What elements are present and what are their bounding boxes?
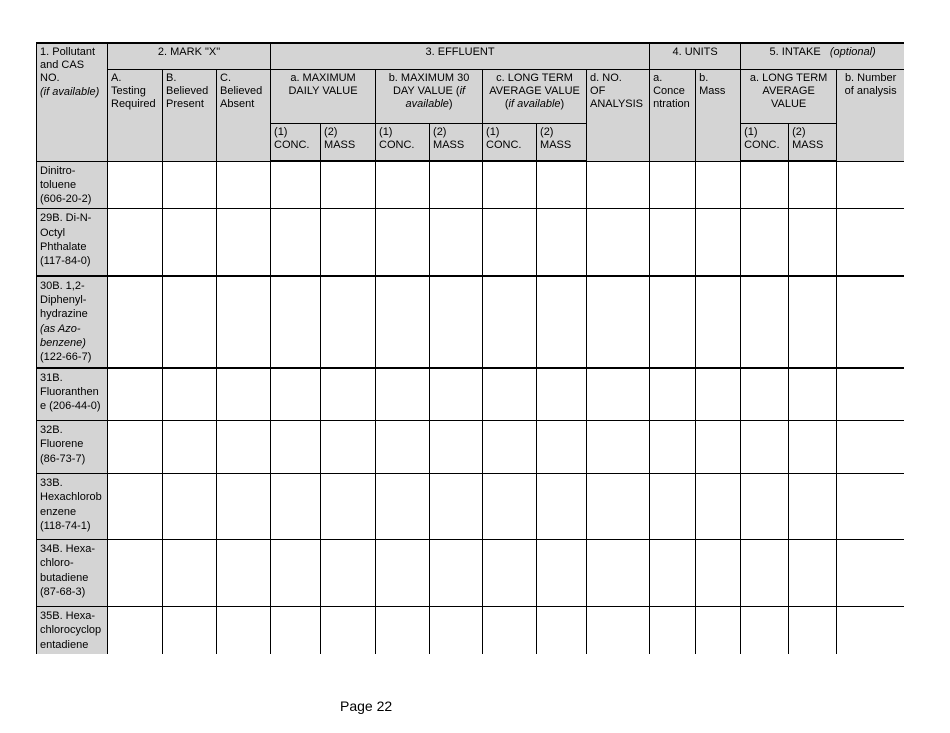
- pollutant-name-line: 30B. 1,2-: [40, 279, 85, 292]
- max-daily-conc-cell[interactable]: [271, 209, 321, 276]
- pollutant-name-line: benzene): [40, 337, 86, 350]
- long-term-conc-cell[interactable]: [483, 421, 537, 474]
- pollutant-header-line: (if available): [40, 85, 100, 98]
- intake-analysis-count-cell[interactable]: [837, 368, 904, 421]
- max-30day-conc-cell[interactable]: [376, 540, 430, 607]
- intake-conc-cell[interactable]: [741, 276, 789, 368]
- header-text: if: [459, 84, 466, 97]
- max-30day-mass-cell[interactable]: [430, 161, 483, 209]
- max-daily-mass-cell[interactable]: [321, 474, 376, 540]
- long-term-conc-cell[interactable]: [483, 368, 537, 421]
- header-line: (2): [540, 125, 554, 138]
- header-line: d. NO.: [590, 71, 622, 84]
- header-line: a.: [653, 71, 663, 84]
- pollutant-name-line: Fluoranthen: [40, 385, 99, 398]
- table-row: [37, 421, 905, 474]
- max-daily-mass-cell[interactable]: [321, 607, 376, 654]
- effluent-header: 3. EFFLUENT: [271, 43, 650, 69]
- pollutant-header-line: and CAS: [40, 59, 85, 72]
- header-line: CONC.: [274, 138, 310, 151]
- header-text: ): [448, 97, 453, 110]
- mark-c-cell[interactable]: [217, 607, 271, 654]
- max-30day-conc-cell[interactable]: [376, 209, 430, 276]
- mark-c-cell[interactable]: [217, 276, 271, 368]
- intake-analysis-count-cell[interactable]: [837, 276, 904, 368]
- header-line: Present: [166, 97, 204, 110]
- units-mass-cell[interactable]: [696, 540, 741, 607]
- header-line: (2): [433, 125, 447, 138]
- mark-c-cell[interactable]: [217, 161, 271, 209]
- header-line: ntration: [653, 97, 690, 110]
- pollutant-name-line: 34B. Hexa-: [40, 543, 96, 556]
- header-text: DAY VALUE (: [392, 84, 460, 97]
- pollutant-name-line: Dinitro-: [40, 164, 76, 177]
- intake-conc-cell[interactable]: [741, 607, 789, 654]
- max-daily-mass-cell[interactable]: [321, 161, 376, 209]
- mark-a-cell[interactable]: [108, 161, 163, 209]
- pollutant-form-table: [36, 42, 904, 654]
- intake-a-header: [741, 69, 837, 123]
- header-text: ): [560, 97, 565, 110]
- header-line: (1): [744, 125, 758, 138]
- mark-b-cell[interactable]: [163, 607, 217, 654]
- mark-b-cell[interactable]: [163, 540, 217, 607]
- table-row: [37, 368, 905, 421]
- header-line: CONC.: [379, 138, 415, 151]
- units-mass-cell[interactable]: [696, 161, 741, 209]
- intake-mass-cell[interactable]: [789, 209, 837, 276]
- units-b-header: [696, 69, 741, 161]
- max-daily-conc-cell[interactable]: [271, 276, 321, 368]
- long-term-conc-cell[interactable]: [483, 276, 537, 368]
- header-line: Believed: [166, 84, 209, 97]
- units-mass-cell[interactable]: [696, 607, 741, 654]
- long-term-mass-cell[interactable]: [537, 368, 587, 421]
- analysis-count-cell[interactable]: [587, 368, 650, 421]
- units-mass-cell[interactable]: [696, 474, 741, 540]
- mark-a-cell[interactable]: [108, 474, 163, 540]
- intake-title: 5. INTAKE: [769, 46, 821, 58]
- header-line: b. MAXIMUM 30: [388, 71, 470, 84]
- table-row: [37, 161, 905, 209]
- header-line: VALUE: [770, 97, 807, 110]
- max-daily-conc-cell[interactable]: [271, 607, 321, 654]
- header-line: MASS: [540, 138, 572, 151]
- intake-mass-cell[interactable]: [789, 368, 837, 421]
- long-term-mass-cell[interactable]: [537, 276, 587, 368]
- intake-b-header: [837, 69, 904, 161]
- header-line: MASS: [792, 138, 824, 151]
- pollutant-name-line: 29B. Di-N-: [40, 212, 92, 225]
- mark-b-cell[interactable]: [163, 276, 217, 368]
- header-line: b. Number: [844, 71, 897, 84]
- long-term-conc-cell[interactable]: [483, 607, 537, 654]
- header-line: Mass: [699, 84, 726, 97]
- mass-subheader: [321, 123, 376, 161]
- table-row: [37, 607, 905, 654]
- pollutant-name-line: Hexachlorob: [40, 491, 102, 504]
- header-line: C.: [220, 71, 231, 84]
- header-line: AVERAGE VALUE: [489, 84, 580, 97]
- header-line: Conce: [653, 84, 685, 97]
- mass-subheader: [789, 123, 837, 161]
- max-daily-mass-cell[interactable]: [321, 368, 376, 421]
- intake-mass-cell[interactable]: [789, 421, 837, 474]
- max-daily-conc-cell[interactable]: [271, 161, 321, 209]
- pollutant-name-line: entadiene: [40, 638, 89, 651]
- analysis-count-cell[interactable]: [587, 276, 650, 368]
- pollutant-name-line: enzene: [40, 505, 77, 518]
- intake-conc-cell[interactable]: [741, 368, 789, 421]
- max-30day-conc-cell[interactable]: [376, 276, 430, 368]
- header-row-2: [37, 69, 905, 123]
- pollutant-name-line: Phthalate: [40, 240, 87, 253]
- long-term-mass-cell[interactable]: [537, 474, 587, 540]
- header-text: if available: [508, 97, 561, 110]
- pollutant-name-line: toluene: [40, 178, 77, 191]
- header-line: Absent: [220, 97, 255, 110]
- max-30day-mass-cell[interactable]: [430, 209, 483, 276]
- pollutant-name-cell: [37, 161, 108, 209]
- pollutant-name-line: 33B.: [40, 477, 63, 490]
- header-line: ANALYSIS: [590, 97, 644, 110]
- pollutant-name-line: Octyl: [40, 226, 66, 239]
- intake-mass-cell[interactable]: [789, 540, 837, 607]
- max-30day-mass-cell[interactable]: [430, 421, 483, 474]
- table-row: [37, 209, 905, 276]
- header-line: MASS: [324, 138, 356, 151]
- long-term-mass-cell[interactable]: [537, 209, 587, 276]
- header-line: (2): [324, 125, 338, 138]
- header-row-1: [37, 43, 905, 69]
- max-30day-conc-cell[interactable]: [376, 607, 430, 654]
- page-number: Page 22: [340, 698, 393, 714]
- pollutant-name-line: (606-20-2): [40, 193, 92, 206]
- pollutant-name-cell: [37, 474, 108, 540]
- pollutant-name-line: chlorocyclop: [40, 624, 102, 637]
- units-concentration-cell[interactable]: [650, 368, 696, 421]
- header-line: MASS: [433, 138, 465, 151]
- mark-c-cell[interactable]: [217, 421, 271, 474]
- mark-c-header: [217, 69, 271, 161]
- max-daily-conc-cell[interactable]: [271, 474, 321, 540]
- mark-b-cell[interactable]: [163, 161, 217, 209]
- intake-optional: (optional): [829, 46, 876, 58]
- max-30day-conc-cell[interactable]: [376, 421, 430, 474]
- table-row: [37, 540, 905, 607]
- long-term-conc-cell[interactable]: [483, 209, 537, 276]
- header-line: (1): [486, 125, 500, 138]
- effluent-b-header: [376, 69, 483, 123]
- pollutant-name-cell: [37, 540, 108, 607]
- pollutant-header-line: 1. Pollutant: [40, 46, 96, 58]
- table-row: [37, 474, 905, 540]
- mark-c-cell[interactable]: [217, 474, 271, 540]
- header-line: [379, 98, 479, 111]
- header-line: b.: [699, 71, 709, 84]
- units-header: 4. UNITS: [650, 43, 741, 69]
- max-30day-mass-cell[interactable]: [430, 368, 483, 421]
- max-daily-conc-cell[interactable]: [271, 540, 321, 607]
- table-row: [37, 276, 905, 368]
- intake-conc-cell[interactable]: [741, 474, 789, 540]
- header-line: [486, 98, 583, 111]
- effluent-d-header: [587, 69, 650, 161]
- intake-analysis-count-cell[interactable]: [837, 421, 904, 474]
- max-30day-mass-cell[interactable]: [430, 540, 483, 607]
- pollutant-name-line: hydrazine: [40, 308, 88, 321]
- long-term-mass-cell[interactable]: [537, 540, 587, 607]
- mark-b-cell[interactable]: [163, 421, 217, 474]
- long-term-mass-cell[interactable]: [537, 421, 587, 474]
- header-line: OF: [590, 84, 606, 97]
- intake-analysis-count-cell[interactable]: [837, 161, 904, 209]
- analysis-count-cell[interactable]: [587, 161, 650, 209]
- mark-a-cell[interactable]: [108, 421, 163, 474]
- intake-mass-cell[interactable]: [789, 607, 837, 654]
- pollutant-header-line: NO.: [40, 72, 60, 85]
- mark-a-cell[interactable]: [108, 276, 163, 368]
- intake-analysis-count-cell[interactable]: [837, 209, 904, 276]
- max-daily-mass-cell[interactable]: [321, 276, 376, 368]
- units-concentration-cell[interactable]: [650, 161, 696, 209]
- header-line: c. LONG TERM: [496, 71, 573, 84]
- units-concentration-cell[interactable]: [650, 209, 696, 276]
- long-term-mass-cell[interactable]: [537, 607, 587, 654]
- units-concentration-cell[interactable]: [650, 540, 696, 607]
- units-mass-cell[interactable]: [696, 421, 741, 474]
- mark-a-cell[interactable]: [108, 540, 163, 607]
- long-term-conc-cell[interactable]: [483, 540, 537, 607]
- intake-conc-cell[interactable]: [741, 540, 789, 607]
- intake-analysis-count-cell[interactable]: [837, 607, 904, 654]
- units-concentration-cell[interactable]: [650, 607, 696, 654]
- pollutant-name-line: (118-74-1): [40, 520, 91, 533]
- pollutant-name-cell: [37, 368, 108, 421]
- units-concentration-cell[interactable]: [650, 276, 696, 368]
- mark-c-cell[interactable]: [217, 209, 271, 276]
- max-daily-conc-cell[interactable]: [271, 421, 321, 474]
- max-daily-mass-cell[interactable]: [321, 209, 376, 276]
- header-line: (2): [792, 125, 806, 138]
- intake-analysis-count-cell[interactable]: [837, 474, 904, 540]
- pollutant-name-line: chloro-: [40, 557, 74, 570]
- analysis-count-cell[interactable]: [587, 209, 650, 276]
- max-30day-conc-cell[interactable]: [376, 161, 430, 209]
- header-line: [379, 85, 479, 98]
- header-line: a. MAXIMUM: [290, 71, 356, 84]
- pollutant-name-line: (86-73-7): [40, 452, 86, 465]
- mark-a-header: [108, 69, 163, 161]
- pollutant-name-line: butadiene: [40, 571, 89, 584]
- header-line: A.: [111, 71, 122, 84]
- header-line: B.: [166, 71, 177, 84]
- units-concentration-cell[interactable]: [650, 474, 696, 540]
- mark-c-cell[interactable]: [217, 368, 271, 421]
- units-concentration-cell[interactable]: [650, 421, 696, 474]
- header-line: of analysis: [844, 84, 897, 97]
- pollutant-name-cell: [37, 421, 108, 474]
- header-line: Testing: [111, 84, 146, 97]
- max-30day-mass-cell[interactable]: [430, 474, 483, 540]
- analysis-count-cell[interactable]: [587, 540, 650, 607]
- intake-header: [741, 43, 904, 69]
- max-30day-conc-cell[interactable]: [376, 368, 430, 421]
- units-mass-cell[interactable]: [696, 368, 741, 421]
- intake-mass-cell[interactable]: [789, 161, 837, 209]
- header-line: a. LONG TERM: [749, 71, 828, 84]
- pollutant-name-cell: [37, 276, 108, 368]
- mark-a-cell[interactable]: [108, 368, 163, 421]
- pollutant-name-line: Diphenyl-: [40, 294, 87, 307]
- pollutant-name-cell: [37, 209, 108, 276]
- conc-subheader: [483, 123, 537, 161]
- long-term-conc-cell[interactable]: [483, 161, 537, 209]
- intake-mass-cell[interactable]: [789, 474, 837, 540]
- max-daily-mass-cell[interactable]: [321, 540, 376, 607]
- max-30day-conc-cell[interactable]: [376, 474, 430, 540]
- pollutant-name-line: 31B.: [40, 371, 63, 384]
- conc-subheader: [271, 123, 321, 161]
- header-line: DAILY VALUE: [288, 84, 358, 97]
- header-line: CONC.: [486, 138, 522, 151]
- mass-subheader: [430, 123, 483, 161]
- units-mass-cell[interactable]: [696, 209, 741, 276]
- long-term-conc-cell[interactable]: [483, 474, 537, 540]
- pollutant-name-line: 35B. Hexa-: [40, 610, 96, 623]
- analysis-count-cell[interactable]: [587, 421, 650, 474]
- pollutant-name-line: 32B.: [40, 424, 63, 437]
- units-a-header: [650, 69, 696, 161]
- intake-conc-cell[interactable]: [741, 421, 789, 474]
- units-mass-cell[interactable]: [696, 276, 741, 368]
- mark-b-cell[interactable]: [163, 368, 217, 421]
- intake-analysis-count-cell[interactable]: [837, 540, 904, 607]
- header-line: (1): [379, 125, 393, 138]
- header-line: CONC.: [744, 138, 780, 151]
- effluent-a-header: [271, 69, 376, 123]
- mark-a-cell[interactable]: [108, 209, 163, 276]
- mark-b-header: [163, 69, 217, 161]
- header-text: (: [504, 97, 509, 110]
- header-line: AVERAGE: [762, 84, 815, 97]
- pollutant-name-cell: [37, 607, 108, 654]
- pollutant-header: [37, 43, 108, 161]
- mark-a-cell[interactable]: [108, 607, 163, 654]
- max-daily-conc-cell[interactable]: [271, 368, 321, 421]
- max-daily-mass-cell[interactable]: [321, 421, 376, 474]
- analysis-count-cell[interactable]: [587, 607, 650, 654]
- intake-conc-cell[interactable]: [741, 161, 789, 209]
- header-line: Required: [111, 97, 156, 110]
- mark-b-cell[interactable]: [163, 209, 217, 276]
- conc-subheader: [376, 123, 430, 161]
- pollutant-name-line: e (206-44-0): [40, 400, 101, 413]
- pollutant-name-line: (87-68-3): [40, 586, 86, 599]
- pollutant-name-line: (as Azo-: [40, 322, 81, 335]
- intake-mass-cell[interactable]: [789, 276, 837, 368]
- intake-conc-cell[interactable]: [741, 209, 789, 276]
- max-30day-mass-cell[interactable]: [430, 276, 483, 368]
- analysis-count-cell[interactable]: [587, 474, 650, 540]
- mark-header: 2. MARK "X": [108, 43, 271, 69]
- mass-subheader: [537, 123, 587, 161]
- effluent-c-header: [483, 69, 587, 123]
- form-table-frame: [36, 42, 904, 654]
- pollutant-name-line: Fluorene: [40, 438, 84, 451]
- long-term-mass-cell[interactable]: [537, 161, 587, 209]
- pollutant-name-line: (122-66-7): [40, 351, 92, 364]
- max-30day-mass-cell[interactable]: [430, 607, 483, 654]
- pollutant-name-line: (117-84-0): [40, 255, 91, 268]
- mark-c-cell[interactable]: [217, 540, 271, 607]
- mark-b-cell[interactable]: [163, 474, 217, 540]
- header-line: (1): [274, 125, 288, 138]
- header-line: Believed: [220, 84, 263, 97]
- conc-subheader: [741, 123, 789, 161]
- header-text: available: [405, 97, 449, 110]
